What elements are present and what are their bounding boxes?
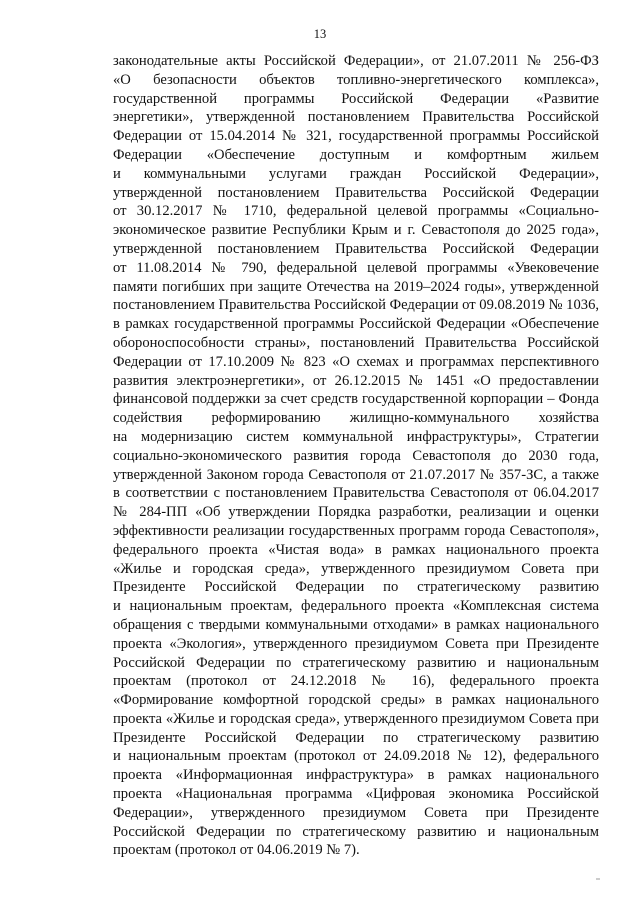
text-line: «О безопасности объектов топливно-энергетического комплекса»,: [113, 71, 599, 88]
text-line: «Жилье и городская среда», утвержденного президиумом Совета при: [113, 560, 599, 577]
text-line: проекта «Жилье и городская среда», утвержденного президиумом Совета при: [113, 710, 599, 727]
text-line: памяти погибших при защите Отечества на 2019–2024 годы», утвержденной: [113, 278, 599, 295]
text-line: содействия реформированию жилищно-коммунального хозяйства: [113, 410, 599, 427]
text-line: на модернизацию систем коммунальной инфраструктуры», Стратегии: [113, 428, 599, 445]
text-line: Российской Федерации по стратегическому развитию и национальным: [113, 823, 599, 840]
text-line: обороноспособности страны», постановлений Правительства Российской: [113, 334, 599, 351]
text-line: обращения с твердыми коммунальными отходами» в рамках национального: [113, 616, 599, 633]
text-line: Российской Федерации по стратегическому развитию и национальным: [113, 654, 599, 671]
text-line: Президенте Российской Федерации по стратегическому развитию: [113, 579, 599, 596]
text-line: постановлением Правительства Российской Федерации от 09.08.2019 № 1036,: [113, 297, 600, 314]
text-line: Президенте Российской Федерации по стратегическому развитию: [113, 729, 599, 746]
text-line: проекта «Информационная инфраструктура» в рамках национального: [113, 767, 599, 784]
text-line: от 30.12.2017 № 1710, федеральной целевой программы «Социально-: [113, 203, 599, 220]
text-line: социально-экономического развития города Севастополя до 2030 года,: [113, 447, 599, 464]
text-line: от 11.08.2014 № 790, федеральной целевой программы «Увековечение: [113, 259, 599, 276]
text-line: финансовой поддержки за счет средств государственной корпорации – Фонда: [113, 391, 599, 408]
text-line: и национальным проектам (протокол от 24.09.2018 № 12), федерального: [113, 748, 599, 765]
text-line: эффективности реализации государственных программ города Севастополя»,: [113, 522, 599, 539]
text-line: Федерации «Обеспечение доступным и комфортным жильем: [113, 146, 599, 163]
text-line: в соответствии с постановлением Правительства Севастополя от 06.04.2017: [113, 485, 599, 502]
text-line: в рамках государственной программы Российской Федерации «Обеспечение: [113, 316, 599, 333]
text-line: утвержденной постановлением Правительства Российской Федерации: [113, 240, 599, 257]
text-line: энергетики», утвержденной постановлением Правительства Российской: [113, 109, 599, 126]
page-number: 13: [313, 27, 327, 41]
text-line-last: проектам (протокол от 04.06.2019 № 7).: [113, 842, 360, 859]
text-line: проекта «Экология», утвержденного президиумом Совета при Президенте: [113, 635, 599, 652]
text-line: проекта «Национальная программа «Цифровая экономика Российской: [113, 786, 599, 803]
text-line: и национальным проектам, федерального проекта «Комплексная система: [113, 598, 599, 615]
text-line: развития электроэнергетики», от 26.12.2015 № 1451 «О предоставлении: [113, 372, 599, 389]
body-paragraph: [113, 52, 599, 860]
text-line: и коммунальными услугами граждан Российской Федерации»,: [113, 165, 599, 182]
text-line: Федерации», утвержденного президиумом Совета при Президенте: [113, 804, 599, 821]
text-line: № 284-ПП «Об утверждении Порядка разработки, реализации и оценки: [113, 504, 599, 521]
text-line: экономическое развитие Республики Крым и г. Севастополя до 2025 года»,: [113, 222, 599, 239]
text-line: Федерации от 17.10.2009 № 823 «О схемах и программах перспективного: [113, 353, 599, 370]
text-line: государственной программы Российской Федерации «Развитие: [113, 90, 599, 107]
text-line: утвержденной Законом города Севастополя от 21.07.2017 № 357-ЗС, а также: [113, 466, 599, 483]
text-line: законодательные акты Российской Федерации», от 21.07.2011 № 256-ФЗ: [113, 53, 599, 69]
text-line: Федерации от 15.04.2014 № 321, государственной программы Российской: [113, 128, 599, 145]
text-line: утвержденной постановлением Правительства Российской Федерации: [113, 184, 599, 201]
text-line: «Формирование комфортной городской среды» в рамках национального: [113, 692, 599, 709]
text-line: проектам (протокол от 24.12.2018 № 16), федерального проекта: [113, 673, 599, 690]
text-line: федерального проекта «Чистая вода» в рамках национального проекта: [113, 541, 599, 558]
scan-artifact: [596, 878, 600, 880]
